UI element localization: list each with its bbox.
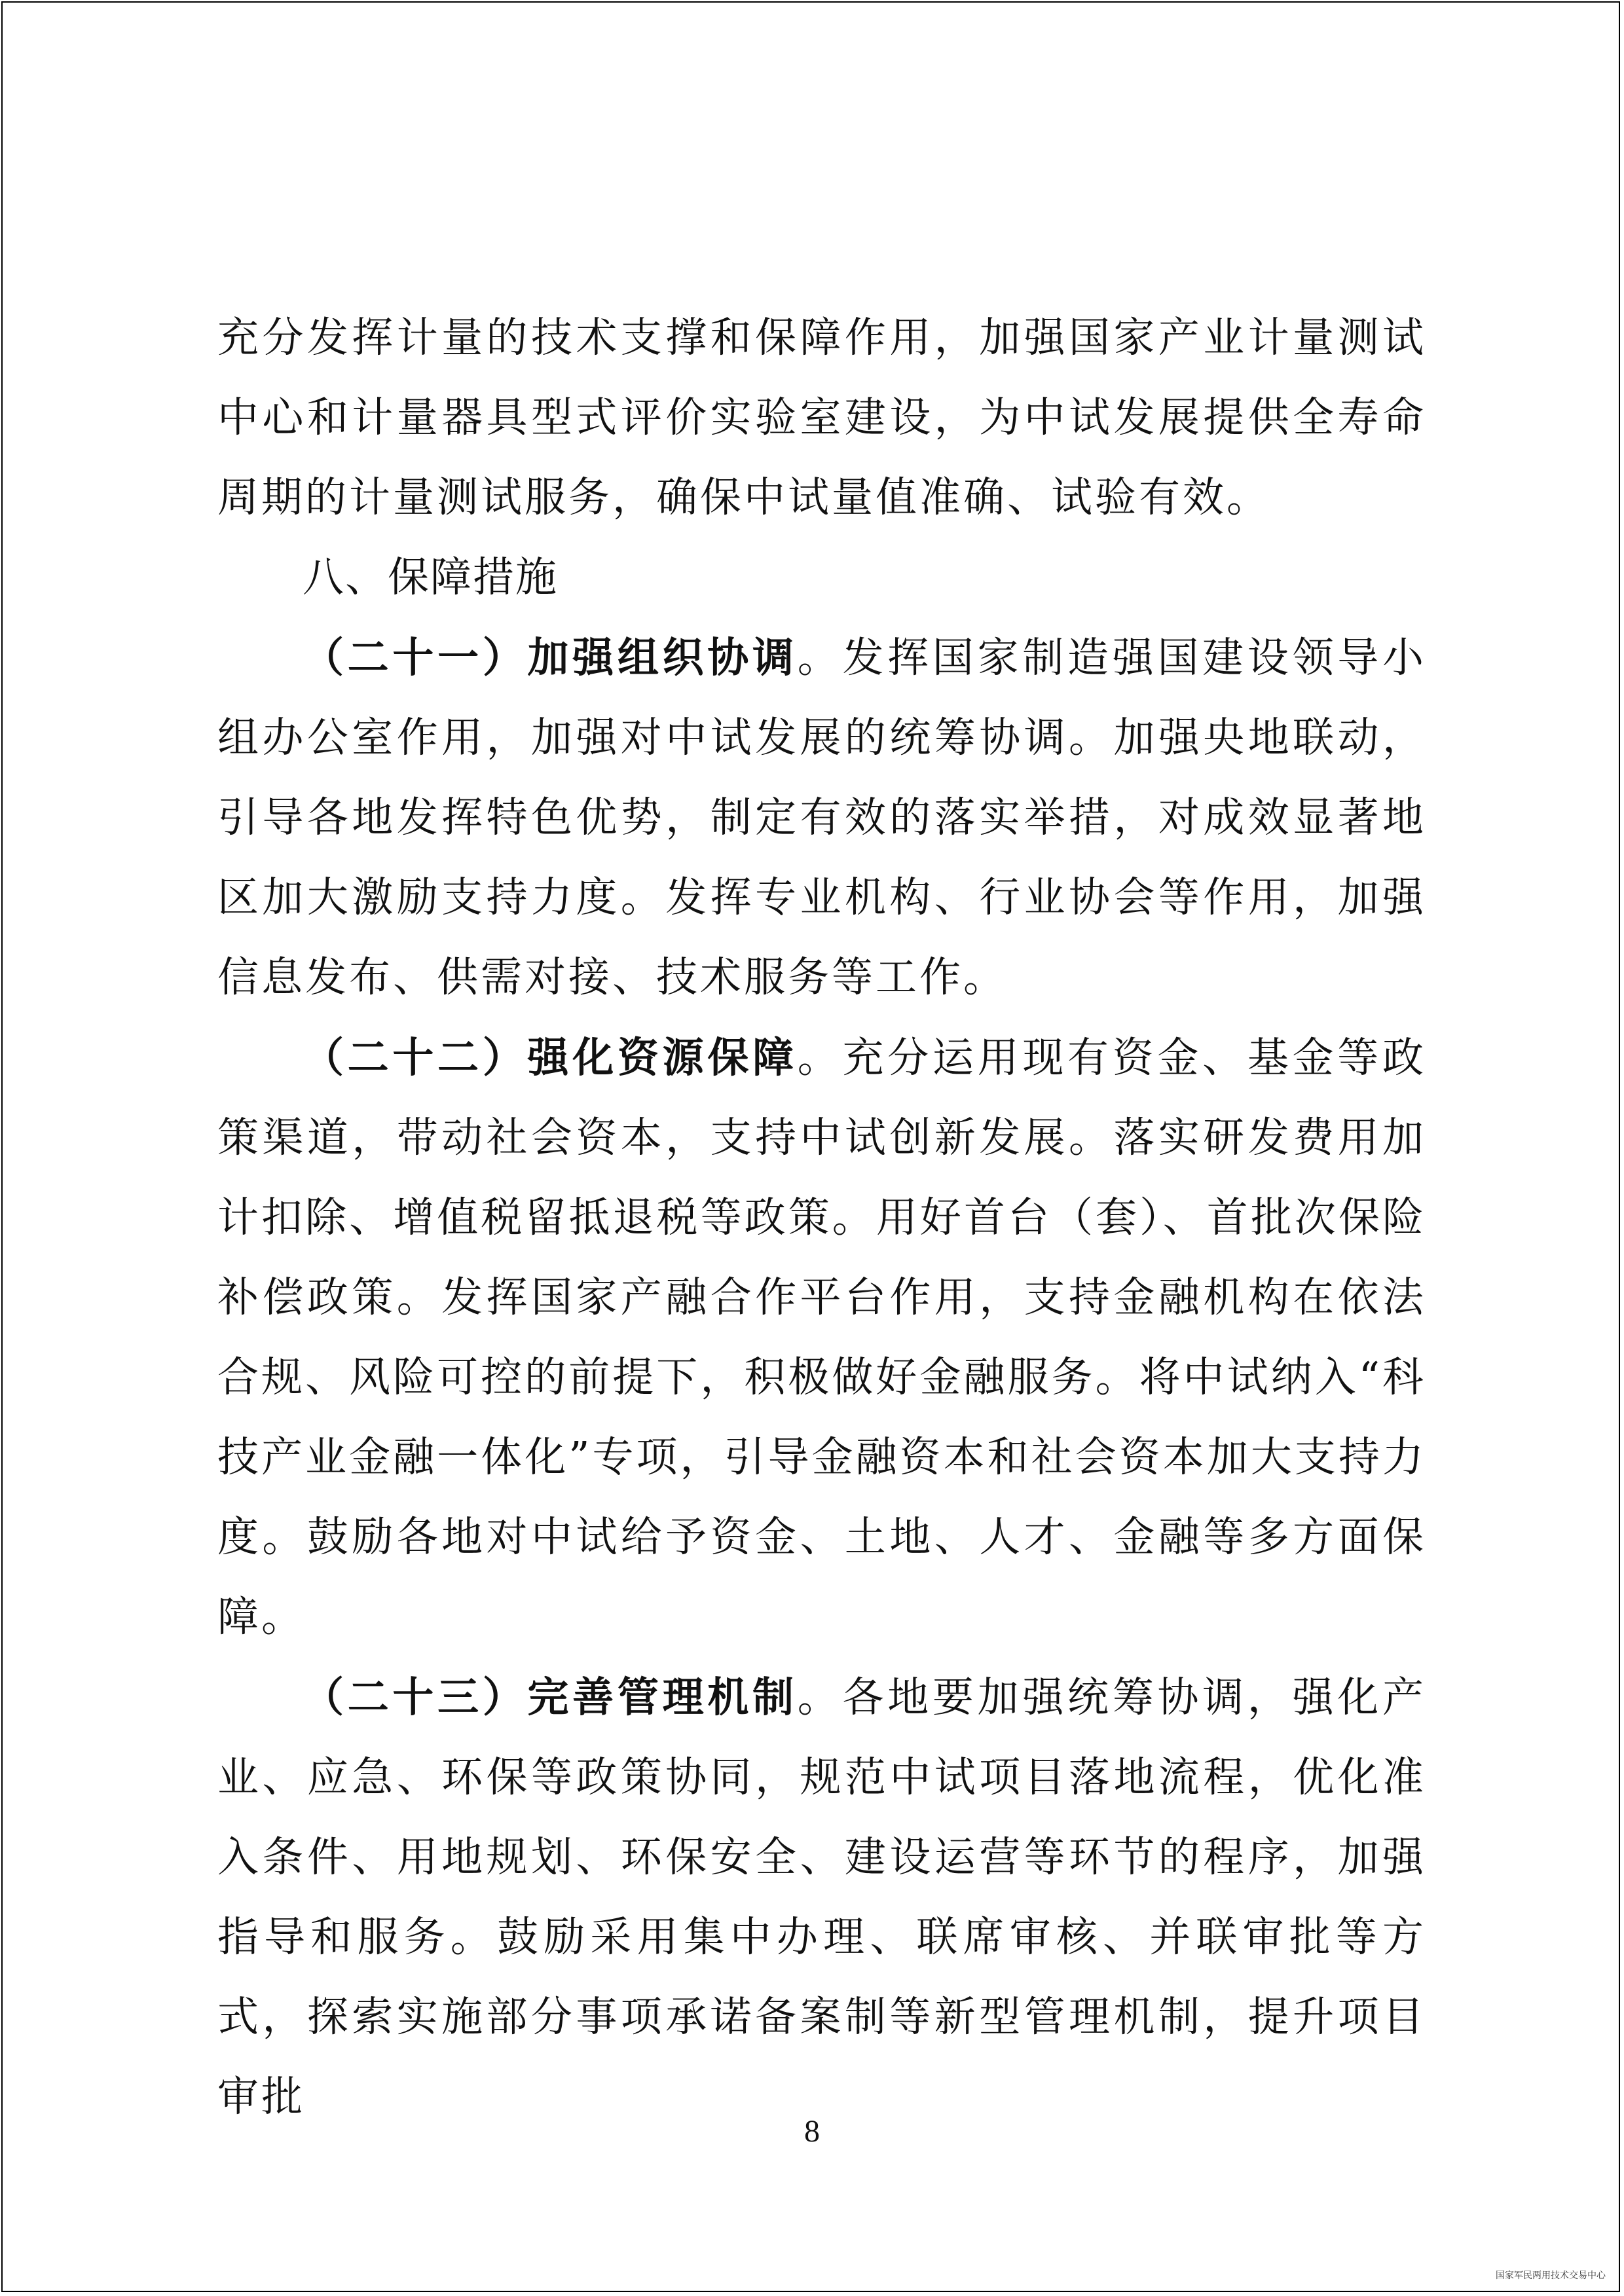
paragraph-21-lead: （二十一）加强组织协调 (303, 633, 798, 682)
watermark: 国家军民两用技术交易中心 (1496, 2270, 1606, 2281)
paragraph-23 (217, 1657, 1426, 2137)
paragraph-21-body: 。发挥国家制造强国建设领导小组办公室作用，加强对中试发展的统筹协调。加强央地联动，引导各地发挥特色优势，制定有效的落实举措，对成效显著地区加大激励支持力度。发挥专业机构、行业协会等作用，加强信息发布、供需对接、技术服务等工作。 (217, 634, 1427, 1001)
paragraph-22-lead: （二十二）强化资源保障 (303, 1033, 798, 1082)
paragraph-22-body: 。充分运用现有资金、基金等政策渠道，带动社会资本，支持中试创新发展。落实研发费用加计扣除、增值税留抵退税等政策。用好首台（套）、首批次保险补偿政策。发挥国家产融合作平台作用，支持金融机构在依法合规、风险可控的前提下，积极做好金融服务。将中试纳入“科技产业金融一体化”专项，引导金融资本和社会资本加大支持力度。鼓励各地对中试给予资金、土地、人才、金融等多方面保障。 (217, 1034, 1427, 1641)
section-heading: 八、保障措施 (303, 553, 558, 601)
paragraph-23-body: 。各地要加强统筹协调，强化产业、应急、环保等政策协同，规范中试项目落地流程，优化准入条件、用地规划、环保安全、建设运营等环节的程序，加强指导和服务。鼓励采用集中办理、联席审核、并联审批等方式，探索实施部分事项承诺备案制等新型管理机制，提升项目审批 (217, 1673, 1427, 2121)
page-number: 8 (804, 2114, 820, 2149)
paragraph-22 (217, 1017, 1426, 1657)
paragraph-23-lead: （二十三）完善管理机制 (303, 1673, 798, 1721)
paragraph-21 (217, 617, 1426, 1017)
paragraph-continued: 充分发挥计量的技术支撑和保障作用，加强国家产业计量测试中心和计量器具型式评价实验室建设，为中试发展提供全寿命周期的计量测试服务，确保中试量值准确、试验有效。 (217, 314, 1426, 521)
document-body (217, 298, 1426, 2137)
